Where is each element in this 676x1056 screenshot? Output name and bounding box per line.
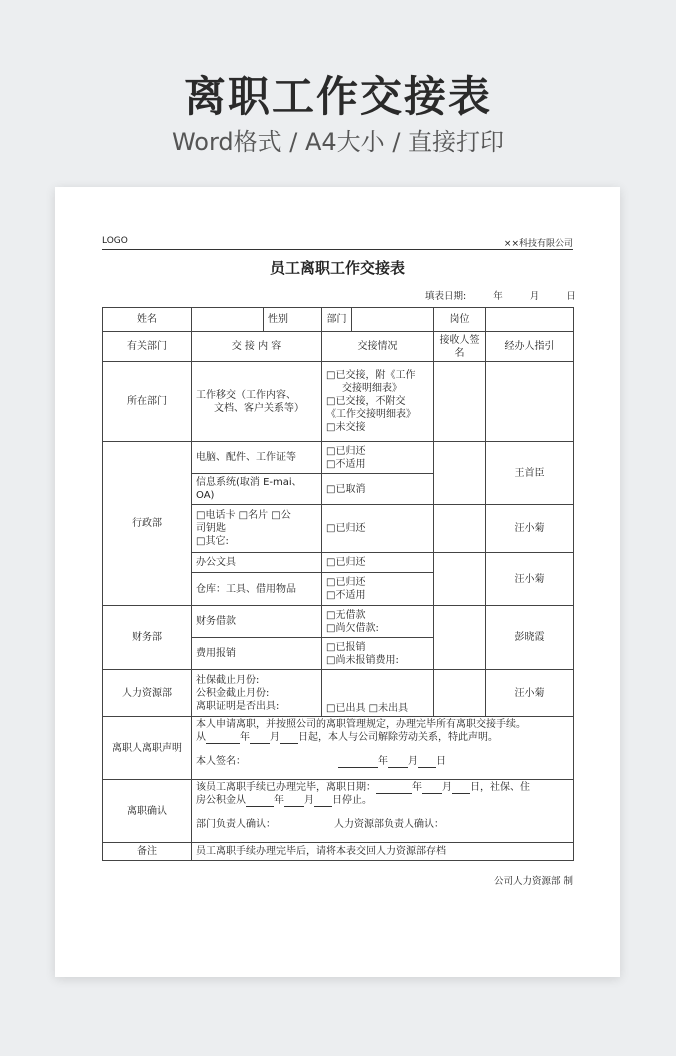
own-dept-label: 所在部门 — [103, 362, 192, 442]
handover-table — [102, 307, 574, 861]
table-row — [103, 308, 574, 332]
banner-title: 离职工作交接表 — [183, 72, 492, 121]
fill-date-label: 填表日期: — [425, 291, 467, 302]
declaration-label: 离职人离职声明 — [103, 717, 192, 780]
finance-status-2[interactable]: □已报销 □尚未报销费用: — [322, 638, 434, 670]
logo: LOGO — [102, 236, 128, 246]
table-row — [103, 442, 574, 474]
hr-receiver[interactable] — [434, 670, 486, 717]
admin-receiver-3[interactable] — [434, 505, 486, 553]
admin-content-1: 电脑、配件、工作证等 — [192, 442, 322, 474]
admin-handler-2: 汪小菊 — [486, 505, 574, 553]
declaration-date: 从 年 月 日起，本人与公司解除劳动关系，特此声明。 — [196, 732, 498, 743]
banner-subtitle: Word格式 / A4大小 / 直接打印 — [171, 128, 505, 156]
fill-date-day: 日 — [566, 291, 576, 302]
finance-handler: 彭晓霞 — [486, 606, 574, 670]
remark-label: 备注 — [103, 843, 192, 861]
dept-label: 部门 — [322, 308, 352, 332]
table-row — [103, 843, 574, 861]
form-footer: 公司人力资源部 制 — [493, 876, 573, 887]
dept-value[interactable] — [352, 308, 434, 332]
name-label: 姓名 — [103, 308, 192, 332]
declaration-sign: 本人签名： 年 月 日 — [196, 756, 446, 767]
own-dept-receiver[interactable] — [434, 362, 486, 442]
admin-status-2[interactable]: □已取消 — [322, 474, 434, 505]
admin-receiver-4[interactable] — [434, 553, 486, 606]
admin-content-5: 仓库：工具、借用物品 — [192, 573, 322, 606]
name-value[interactable] — [192, 308, 264, 332]
admin-receiver-1[interactable] — [434, 442, 486, 505]
remark-text: 员工离职手续办理完毕后，请将本表交回人力资源部存档 — [192, 843, 574, 861]
table-row — [103, 717, 574, 780]
table-row — [103, 670, 574, 717]
finance-status-1[interactable]: □无借款 □尚欠借款: — [322, 606, 434, 638]
admin-content-2: 信息系统(取消 E-mai、OA) — [192, 474, 322, 505]
table-row — [103, 606, 574, 638]
own-dept-status[interactable]: □已交接，附《工作 交接明细表》 □已交接，不附交 《工作交接明细表》 □未交接 — [322, 362, 434, 442]
header-dept: 有关部门 — [103, 332, 192, 362]
own-dept-handler — [486, 362, 574, 442]
header-status: 交接情况 — [322, 332, 434, 362]
table-row — [103, 362, 574, 442]
company-name: ××科技有限公司 — [503, 239, 573, 249]
document-page — [55, 187, 620, 977]
admin-status-4[interactable]: □已归还 — [322, 553, 434, 573]
hr-dept-label: 人力资源部 — [103, 670, 192, 717]
admin-dept-label: 行政部 — [103, 442, 192, 606]
header-handler: 经办人指引 — [486, 332, 574, 362]
table-row — [103, 780, 574, 843]
declaration-text: 本人申请离职，并按照公司的离职管理规定，办理完毕所有离职交接手续。 — [196, 719, 526, 730]
finance-dept-label: 财务部 — [103, 606, 192, 670]
table-row — [103, 332, 574, 362]
page-header — [102, 235, 573, 250]
gender-label: 性别 — [264, 308, 322, 332]
admin-status-3[interactable]: □已归还 — [322, 505, 434, 553]
admin-content-3: □电话卡 □名片 □公 司钥匙 □其它: — [192, 505, 322, 553]
finance-receiver[interactable] — [434, 606, 486, 670]
hr-handler: 汪小菊 — [486, 670, 574, 717]
form-title: 员工离职工作交接表 — [269, 259, 405, 277]
admin-handler-3: 汪小菊 — [486, 553, 574, 606]
own-dept-content: 工作移交（工作内容、 文档、客户关系等） — [192, 362, 322, 442]
hr-content: 社保截止月份: 公积金截止月份: 离职证明是否出具: — [192, 670, 322, 717]
finance-content-1: 财务借款 — [192, 606, 322, 638]
admin-handler-1: 王首臣 — [486, 442, 574, 505]
fill-date — [425, 288, 586, 302]
position-value[interactable] — [486, 308, 574, 332]
position-label: 岗位 — [434, 308, 486, 332]
admin-content-4: 办公文具 — [192, 553, 322, 573]
fill-date-month: 月 — [529, 291, 540, 302]
hr-status[interactable]: □已出具 □未出具 — [322, 670, 434, 717]
declaration-content — [192, 717, 574, 780]
finance-content-2: 费用报销 — [192, 638, 322, 670]
confirm-label: 离职确认 — [103, 780, 192, 843]
admin-status-5[interactable]: □已归还 □不适用 — [322, 573, 434, 606]
confirm-content: 该员工离职手续已办理完毕，离职日期： 年 月 日，社保、住 房公积金从 年 月 日停止。 部门负责人确认： 人力资源部负责人确认： — [192, 780, 574, 843]
header-receiver: 接收人签名 — [434, 332, 486, 362]
admin-status-1[interactable]: □已归还 □不适用 — [322, 442, 434, 474]
header-content: 交 接 内 容 — [192, 332, 322, 362]
fill-date-year: 年 — [493, 291, 503, 302]
